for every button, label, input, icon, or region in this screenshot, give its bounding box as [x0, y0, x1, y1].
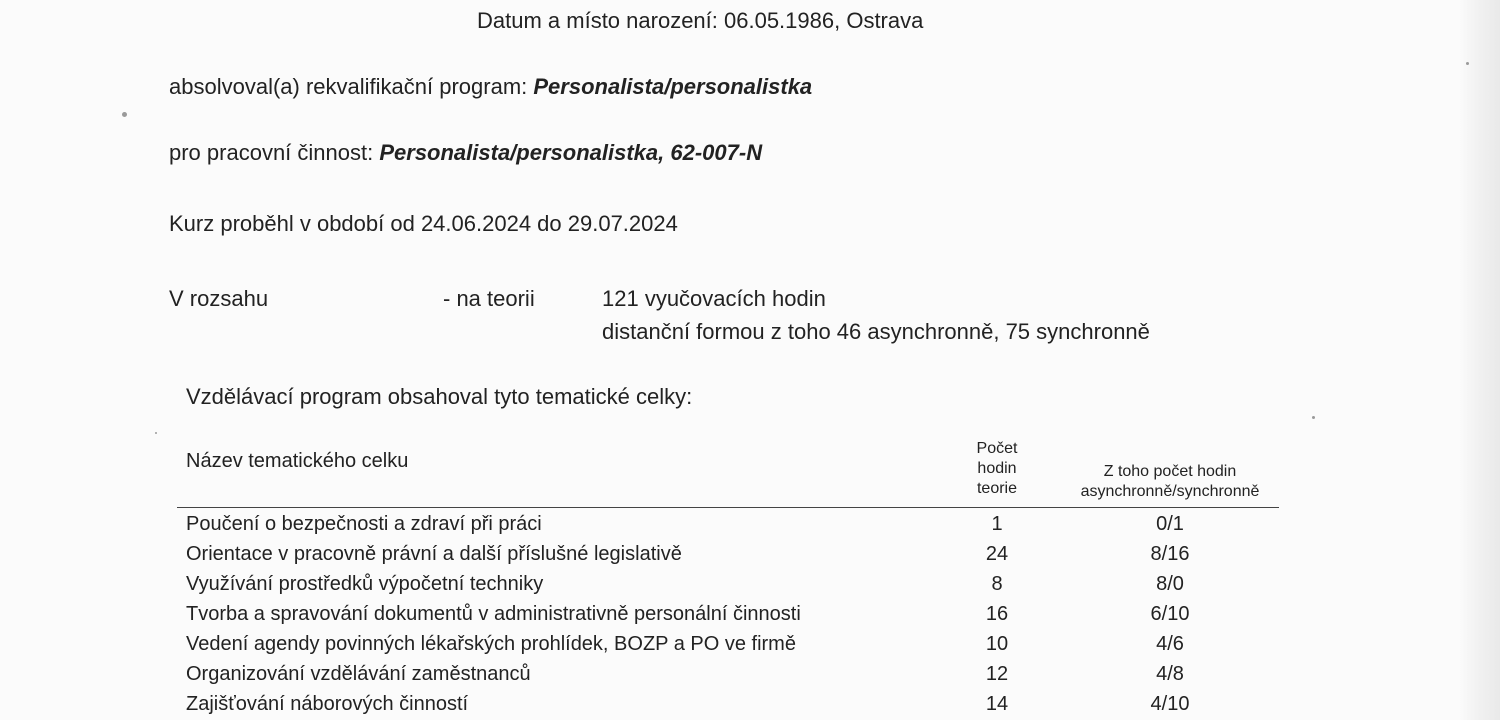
row-name: Poučení o bezpečnosti a zdraví při práci: [186, 513, 542, 535]
activity-line: [169, 142, 762, 164]
header-name: Název tematického celku: [186, 450, 409, 472]
table-row: [0, 509, 1500, 539]
row-name: Vedení agendy povinných lékařských prohlídek, BOZP a PO ve firmě: [186, 633, 796, 655]
header-split: [1050, 462, 1290, 502]
table-row: [0, 569, 1500, 599]
header-split-line1: Z toho počet hodin: [1103, 463, 1237, 480]
header-split-line2: asynchronně/synchronně: [1080, 483, 1260, 500]
row-hours: 24: [985, 543, 1009, 565]
header-hours-line3: teorie: [976, 480, 1018, 497]
row-split: 8/16: [1150, 543, 1190, 565]
header-hours: [952, 439, 1042, 499]
row-hours: 1: [991, 513, 1003, 535]
program-line: [169, 76, 812, 98]
modules-intro: Vzdělávací program obsahoval tyto tematické celky:: [186, 384, 693, 409]
table-row: [0, 689, 1500, 719]
row-split: 4/6: [1156, 633, 1184, 655]
row-name: Zajišťování náborových činností: [186, 693, 469, 715]
scan-speck: [122, 112, 127, 117]
row-name: Organizování vzdělávání zaměstnanců: [186, 663, 531, 685]
scope-type: - na teorii: [443, 286, 535, 311]
row-hours: 12: [985, 663, 1009, 685]
table-row: [0, 659, 1500, 689]
row-split: 4/10: [1150, 693, 1190, 715]
birth-line: Datum a místo narození: 06.05.1986, Ostrava: [477, 8, 924, 33]
scan-speck: [155, 432, 157, 434]
row-hours: 14: [985, 693, 1009, 715]
activity-value: Personalista/personalistka, 62-007-N: [379, 140, 763, 165]
table-row: [0, 539, 1500, 569]
row-name: Využívání prostředků výpočetní techniky: [186, 573, 544, 595]
scope-detail: distanční formou z toho 46 asynchronně, 75 synchronně: [602, 319, 1150, 344]
activity-prefix: pro pracovní činnost:: [169, 140, 380, 165]
row-split: 8/0: [1156, 573, 1184, 595]
row-hours: 16: [985, 603, 1009, 625]
header-rule: [177, 507, 1279, 508]
scan-speck: [1466, 62, 1469, 65]
header-hours-line2: hodin: [977, 460, 1017, 477]
scan-speck: [1312, 416, 1315, 419]
scope-label: V rozsahu: [169, 286, 269, 311]
row-split: 6/10: [1150, 603, 1190, 625]
program-prefix: absolvoval(a) rekvalifikační program:: [169, 74, 534, 99]
header-hours-line1: Počet: [976, 440, 1018, 457]
row-name: Tvorba a spravování dokumentů v administrativně personální činnosti: [186, 603, 801, 625]
program-value: Personalista/personalistka: [533, 74, 813, 99]
row-split: 0/1: [1156, 513, 1184, 535]
row-split: 4/8: [1156, 663, 1184, 685]
row-hours: 8: [991, 573, 1003, 595]
row-name: Orientace v pracovně právní a další příslušné legislativě: [186, 543, 682, 565]
scope-hours: 121 vyučovacích hodin: [602, 286, 826, 311]
table-row: [0, 629, 1500, 659]
row-hours: 10: [985, 633, 1009, 655]
table-row: [0, 599, 1500, 629]
course-period: Kurz proběhl v období od 24.06.2024 do 29.07.2024: [169, 211, 678, 236]
